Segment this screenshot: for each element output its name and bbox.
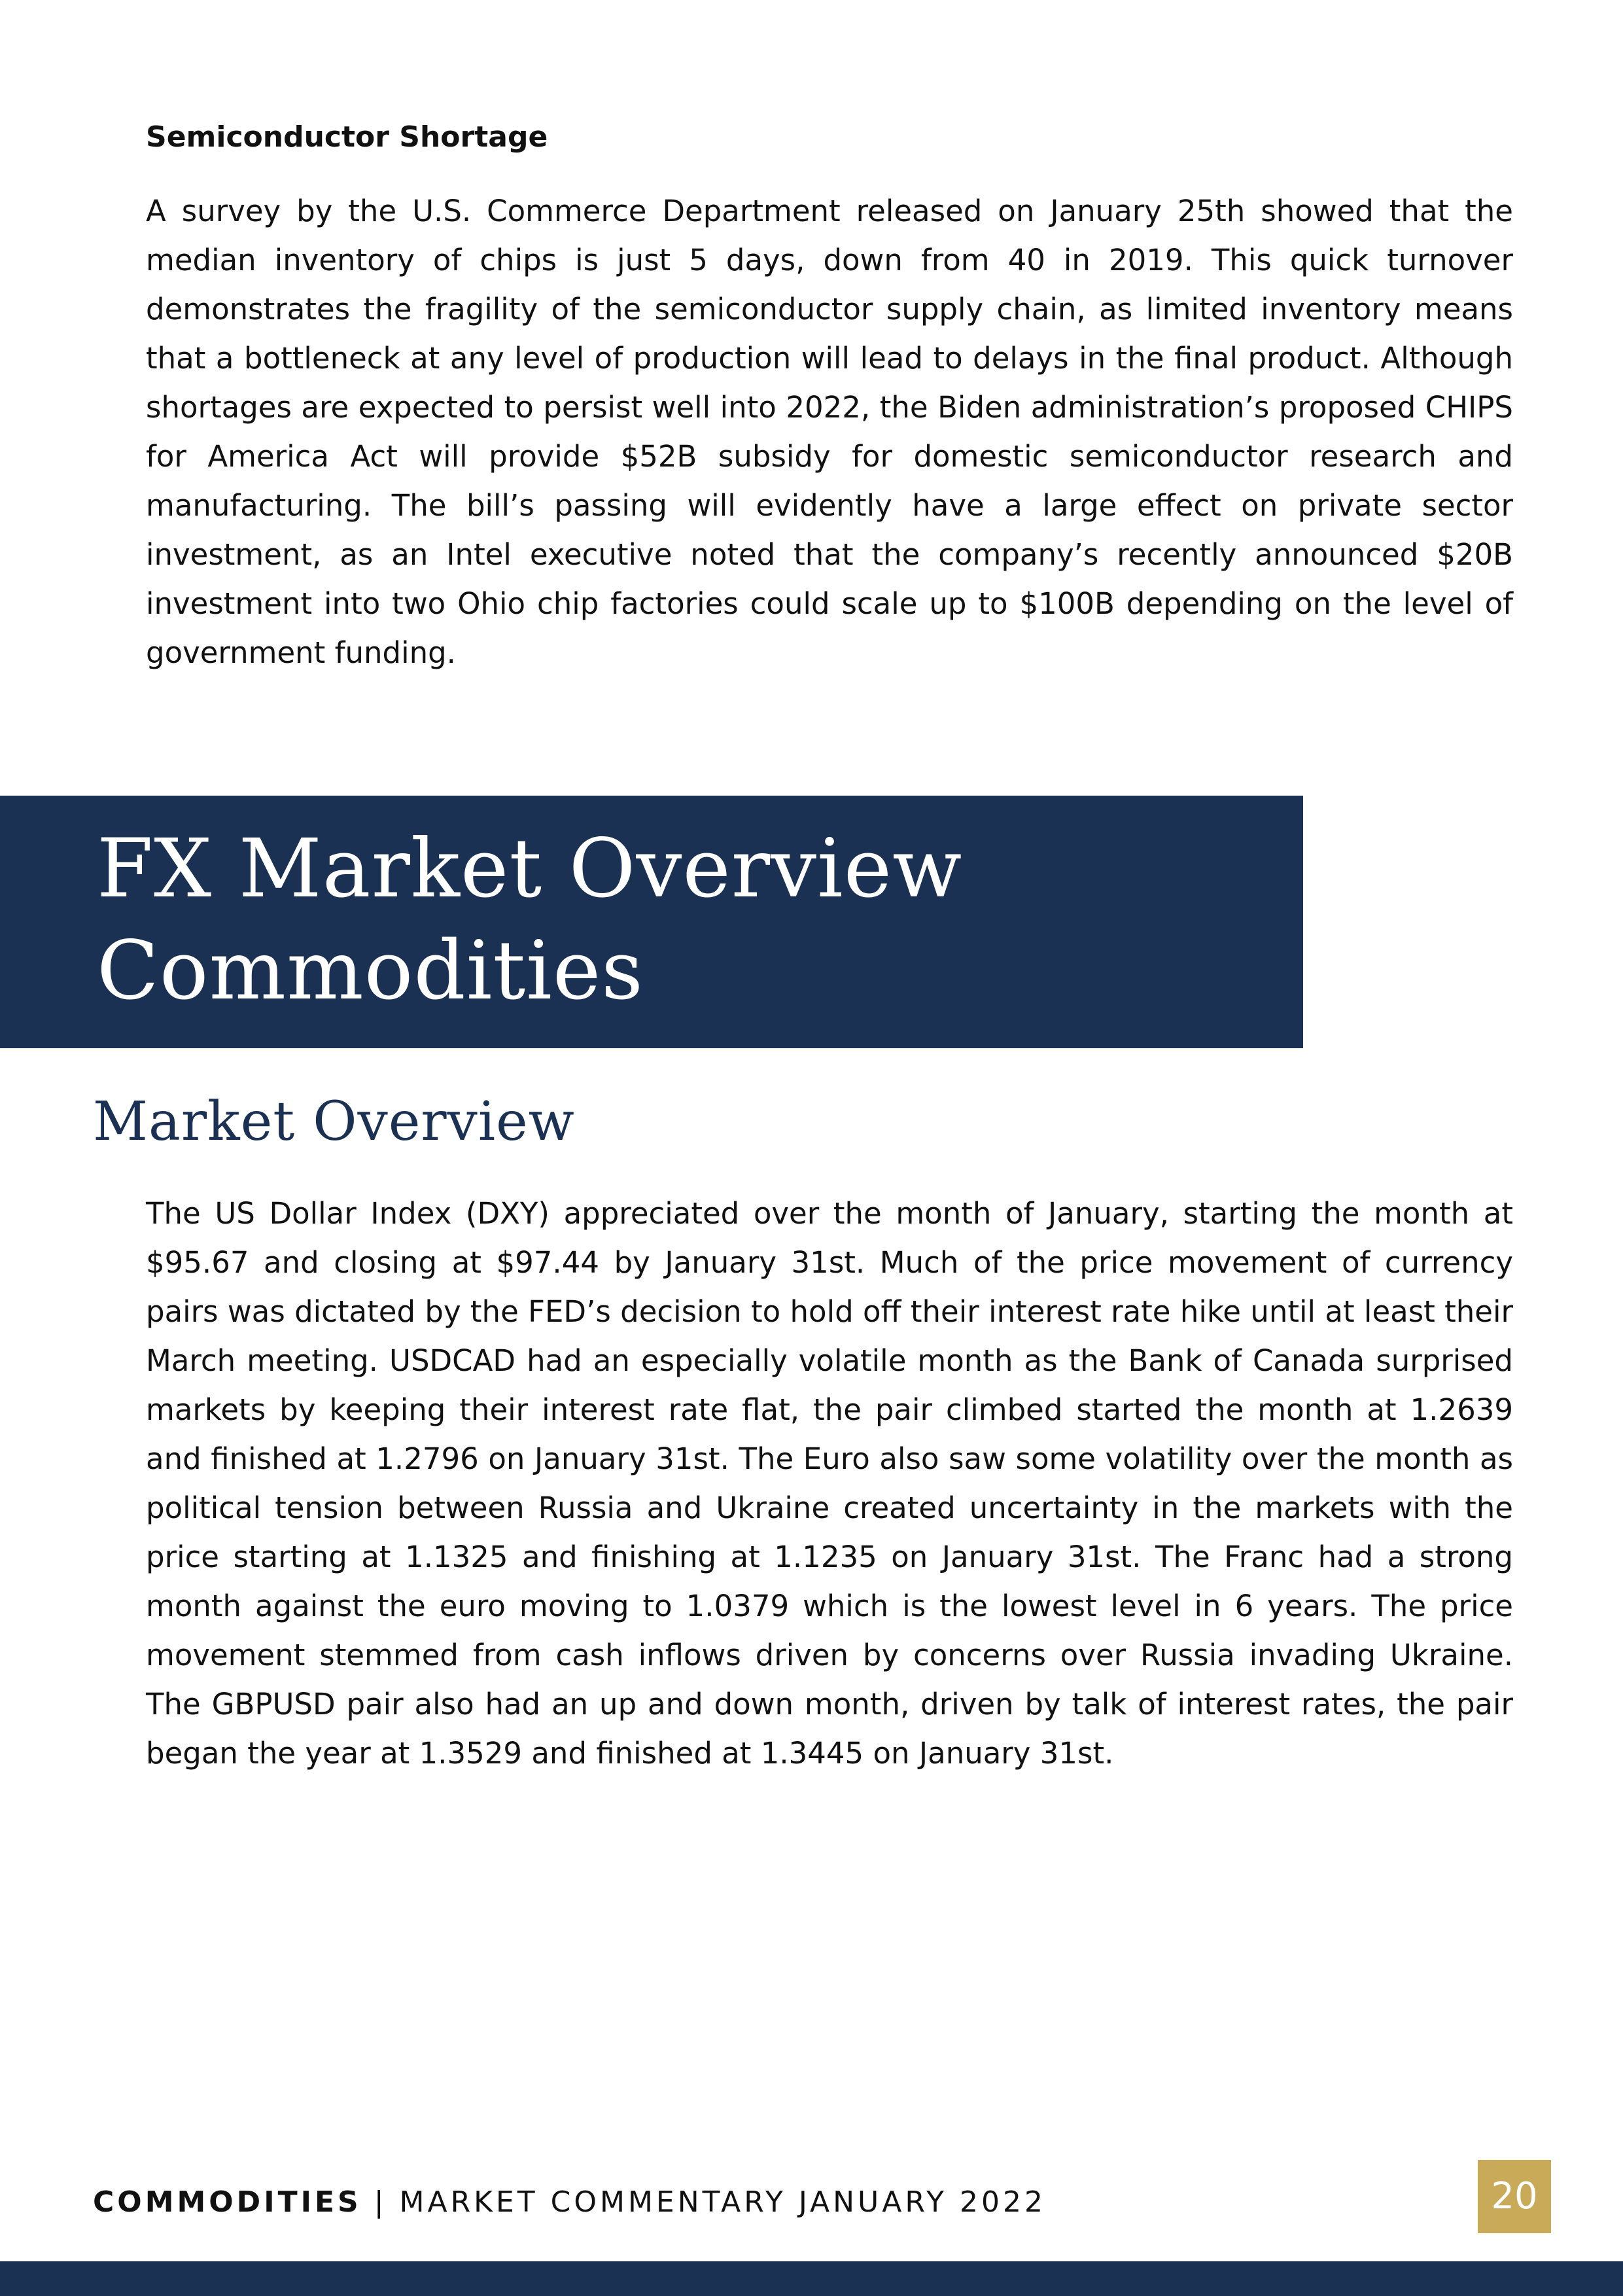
semiconductor-paragraph: A survey by the U.S. Commerce Department released on January 25th showed that the median inventory of chips is just 5 days, down from 40 in 2019. This quick turnover demonstrates the fragility of the semiconductor supply chain, as limited inventory means that a bottleneck at any level of production will lead to delays in the final product. Although shortages are expected to persist well into 2022, the Biden administration’s proposed CHIPS for America Act will provide $52B subsidy for domestic semiconductor research and manufacturing. The bill’s passing will evidently have a large effect on private sector investment, as an Intel executive noted that the company’s recently announced $20B investment into two Ohio chip factories could scale up to $100B depending on the level of government funding. — [146, 194, 1513, 670]
footer-separator: | — [361, 2185, 400, 2219]
page-footer — [93, 2184, 1046, 2221]
banner-title-line-2: Commodities — [97, 924, 644, 1018]
page-number-badge: 20 — [1478, 2160, 1551, 2233]
semiconductor-shortage-heading: Semiconductor Shortage — [146, 120, 548, 154]
banner-title-line-1: FX Market Overview — [97, 822, 963, 916]
market-overview-paragraph: The US Dollar Index (DXY) appreciated over the month of January, starting the month at $95.67 and closing at $97.44 by January 31st. Much of the price movement of currency pairs was dictated by the FED’s decision to hold off their interest rate hike until at least their March meeting. USDCAD had an especially volatile month as the Bank of Canada surprised markets by keeping their interest rate flat, the pair climbed started the month at 1.2639 and finished at 1.2796 on January 31st. The Euro also saw some volatility over the month as political tension between Russia and Ukraine created uncertainty in the markets with the price starting at 1.1325 and finishing at 1.1235 on January 31st. The Franc had a strong month against the euro moving to 1.0379 which is the lowest level in 6 years. The price movement stemmed from cash inflows driven by concerns over Russia invading Ukraine. The GBPUSD pair also had an up and down month, driven by talk of interest rates, the pair began the year at 1.3529 and finished at 1.3445 on January 31st. — [146, 1196, 1513, 1771]
market-overview-heading: Market Overview — [93, 1091, 575, 1153]
footer-section-label: COMMODITIES — [93, 2185, 362, 2219]
section-banner — [0, 796, 1303, 1048]
bottom-bar — [0, 2261, 1623, 2296]
footer-title: MARKET COMMENTARY JANUARY 2022 — [399, 2185, 1046, 2219]
banner-title — [97, 818, 962, 1022]
